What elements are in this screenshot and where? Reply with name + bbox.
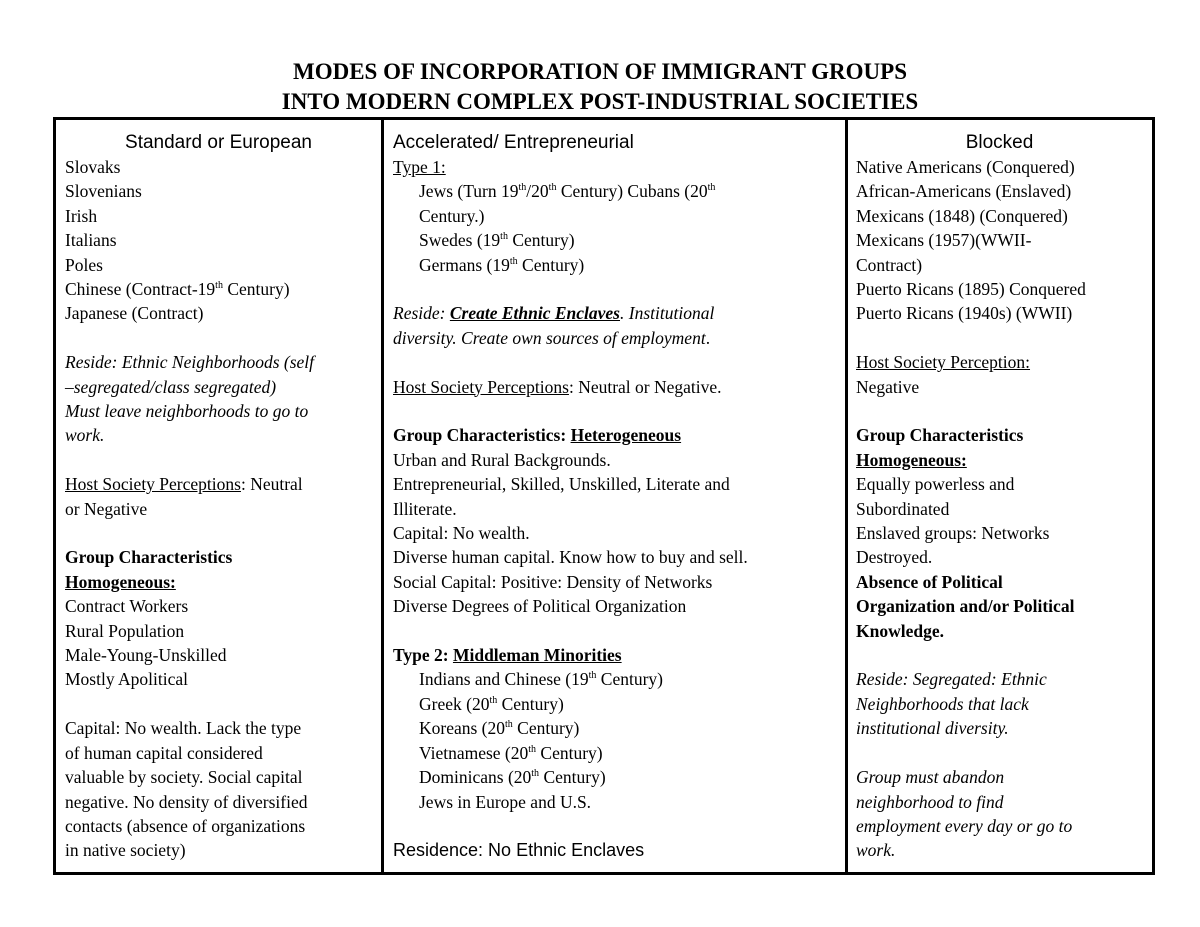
blocked-abandon: work. [856, 840, 896, 861]
middleman-group-greek: Greek (20th Century) [419, 693, 564, 714]
blocked-characteristic: Enslaved groups: Networks [856, 523, 1050, 544]
blocked-group: Mexicans (1848) (Conquered) [856, 205, 1068, 226]
accelerated-group-jews-cubans: Jews (Turn 19th/20th Century) Cubans (20th [419, 181, 716, 202]
incorporation-table [53, 117, 1155, 875]
blocked-group: Native Americans (Conquered) [856, 157, 1075, 177]
accelerated-reside-cont: diversity. Create own sources of employment. [393, 327, 711, 348]
middleman-group-koreans: Koreans (20th Century) [419, 718, 580, 739]
column-accelerated [384, 120, 848, 872]
accelerated-group-swedes: Swedes (19th Century) [419, 230, 575, 251]
standard-reside: Must leave neighborhoods to go to [65, 401, 309, 422]
page-title-line-1: MODES OF INCORPORATION OF IMMIGRANT GROUPS [293, 59, 907, 84]
standard-characteristic: Rural Population [65, 620, 185, 641]
standard-group: Slovaks [65, 157, 121, 177]
accelerated-group-jews-cubans-cont: Century.) [419, 205, 485, 226]
standard-reside: –segregated/class segregated) [65, 376, 277, 397]
accelerated-characteristic: Diverse Degrees of Political Organization [393, 596, 687, 617]
blocked-group: Puerto Ricans (1895) Conquered [856, 279, 1086, 300]
standard-group: Italians [65, 230, 117, 251]
standard-reside: Reside: Ethnic Neighborhoods (self [65, 352, 315, 373]
standard-group-chinese: Chinese (Contract-19th Century) [65, 279, 290, 300]
standard-group: Japanese (Contract) [65, 303, 204, 324]
accelerated-type1-label: Type 1: [393, 157, 446, 177]
accelerated-heading: Accelerated/ Entrepreneurial [393, 132, 634, 153]
blocked-reside: Reside: Segregated: Ethnic [856, 669, 1047, 690]
standard-capital: of human capital considered [65, 742, 263, 763]
standard-capital: valuable by society. Social capital [65, 767, 303, 788]
blocked-characteristic: Subordinated [856, 498, 950, 519]
standard-group: Slovenians [65, 181, 142, 202]
standard-group: Irish [65, 205, 98, 226]
standard-capital: contacts (absence of organizations [65, 815, 306, 836]
standard-group: Poles [65, 254, 103, 275]
accelerated-type2-label: Type 2: Middleman Minorities [393, 645, 622, 666]
accelerated-characteristic: Entrepreneurial, Skilled, Unskilled, Literate and [393, 474, 730, 495]
accelerated-group-germans: Germans (19th Century) [419, 254, 585, 275]
standard-group-characteristics-label: Group Characteristics [65, 547, 233, 568]
standard-characteristic: Male-Young-Unskilled [65, 645, 227, 666]
blocked-host-perception-value: Negative [856, 376, 920, 397]
blocked-heading: Blocked [965, 132, 1034, 153]
accelerated-characteristic: Social Capital: Positive: Density of Networks [393, 571, 713, 592]
standard-reside: work. [65, 425, 105, 446]
accelerated-characteristic: Illiterate. [393, 498, 457, 519]
blocked-group-characteristics-label: Group Characteristics [856, 425, 1024, 446]
standard-capital: in native society) [65, 840, 186, 861]
middleman-group-vietnamese: Vietnamese (20th Century) [419, 742, 603, 763]
blocked-reside: Neighborhoods that lack [856, 693, 1029, 714]
standard-host-perception: Host Society Perceptions: Neutral [65, 474, 303, 495]
column-standard [56, 120, 384, 872]
blocked-group: Puerto Ricans (1940s) (WWII) [856, 303, 1073, 324]
blocked-absence: Knowledge. [856, 620, 944, 641]
blocked-group: African-Americans (Enslaved) [856, 181, 1072, 202]
blocked-abandon: Group must abandon [856, 767, 1005, 788]
accelerated-residence: Residence: No Ethnic Enclaves [393, 840, 645, 861]
accelerated-characteristic: Capital: No wealth. [393, 523, 530, 544]
blocked-abandon: employment every day or go to [856, 815, 1073, 836]
standard-homogeneous-label: Homogeneous: [65, 571, 176, 592]
page-title-line-2: INTO MODERN COMPLEX POST-INDUSTRIAL SOCIETIES [281, 89, 919, 114]
blocked-absence: Absence of Political [856, 571, 1003, 592]
column-blocked [848, 120, 1152, 872]
middleman-group-dominicans: Dominicans (20th Century) [419, 767, 606, 788]
blocked-homogeneous-label: Homogeneous: [856, 449, 967, 470]
blocked-characteristic: Destroyed. [856, 547, 933, 568]
standard-characteristic: Contract Workers [65, 596, 189, 617]
middleman-group-indians-chinese: Indians and Chinese (19th Century) [419, 669, 663, 690]
standard-characteristic: Mostly Apolitical [65, 669, 188, 690]
accelerated-host-perception: Host Society Perceptions: Neutral or Negative. [393, 376, 722, 397]
blocked-host-perception-label: Host Society Perception: [856, 352, 1031, 373]
standard-heading: Standard or European [125, 132, 312, 153]
blocked-reside: institutional diversity. [856, 718, 1009, 739]
blocked-characteristic: Equally powerless and [856, 474, 1015, 495]
standard-host-perception: or Negative [65, 498, 148, 519]
accelerated-characteristic: Diverse human capital. Know how to buy and sell. [393, 547, 748, 568]
blocked-absence: Organization and/or Political [856, 596, 1075, 617]
blocked-abandon: neighborhood to find [856, 791, 1004, 812]
accelerated-group-characteristics: Group Characteristics: Heterogeneous [393, 425, 682, 446]
accelerated-reside: Reside: Create Ethnic Enclaves. Institutional [393, 303, 715, 324]
standard-capital: negative. No density of diversified [65, 791, 308, 812]
blocked-group: Contract) [856, 254, 923, 275]
middleman-group-jews: Jews in Europe and U.S. [419, 791, 592, 812]
blocked-group: Mexicans (1957)(WWII- [856, 230, 1032, 251]
standard-capital: Capital: No wealth. Lack the type [65, 718, 302, 739]
accelerated-characteristic: Urban and Rural Backgrounds. [393, 449, 611, 470]
